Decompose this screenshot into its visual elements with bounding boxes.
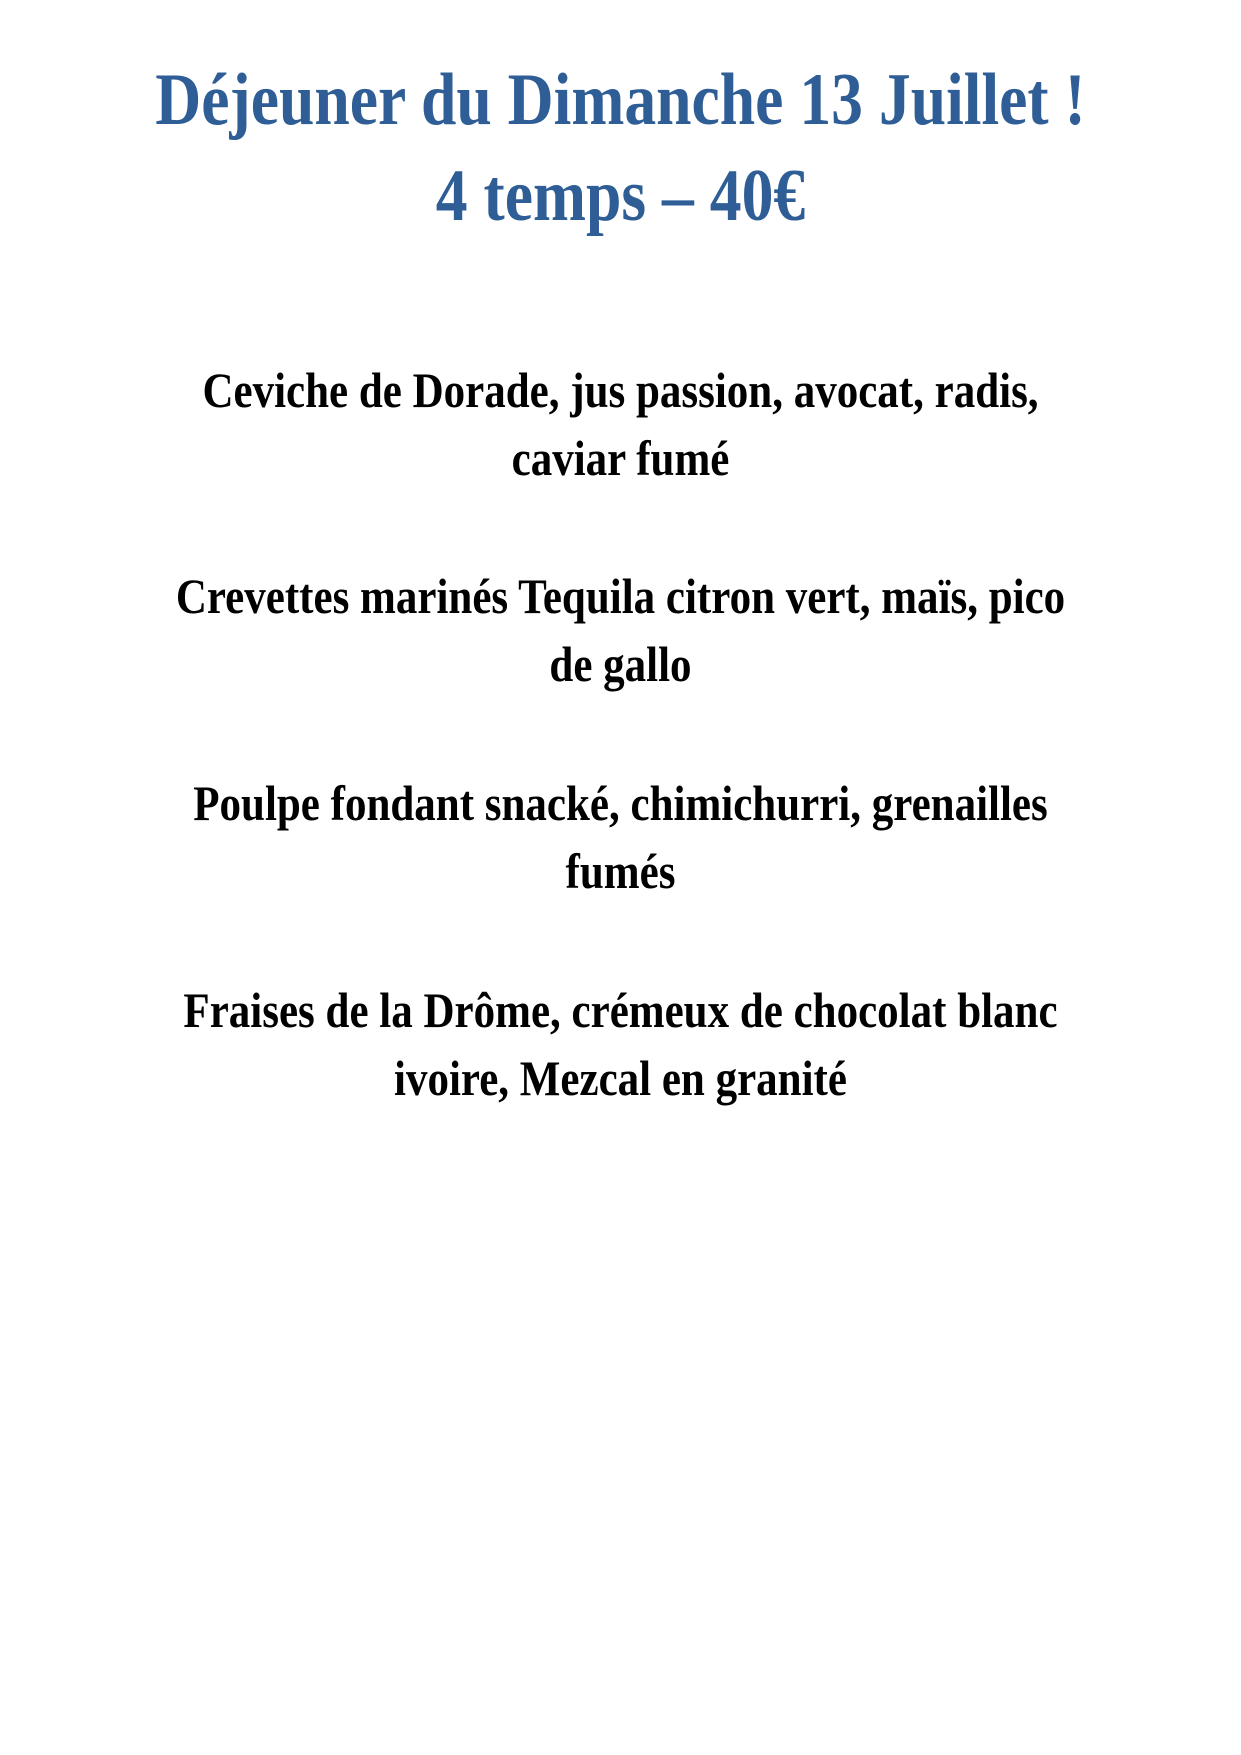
- price-subtitle: 4 temps – 40€: [435, 155, 806, 237]
- menu-item-1-line-1: Ceviche de Dorade, jus passion, avocat, radis,: [202, 362, 1039, 418]
- menu-item-1-line-2: caviar fumé: [511, 430, 730, 486]
- menu-item-2-line-2: de gallo: [549, 636, 692, 692]
- page-title: Déjeuner du Dimanche 13 Juillet !: [155, 59, 1086, 141]
- menu-item-2: [87, 562, 1154, 698]
- menu-item-3-line-1: Poulpe fondant snacké, chimichurri, grenailles: [193, 775, 1048, 831]
- menu-item-1: [87, 356, 1154, 492]
- menu-item-4-line-1: Fraises de la Drôme, crémeux de chocolat blanc: [183, 982, 1058, 1038]
- menu-item-4-line-2: ivoire, Mezcal en granité: [394, 1050, 847, 1106]
- menu-item-3-line-2: fumés: [565, 843, 676, 899]
- menu-item-3: [87, 769, 1154, 905]
- menu-item-2-line-1: Crevettes marinés Tequila citron vert, maïs, pico: [175, 568, 1066, 624]
- menu-header: [87, 52, 1154, 244]
- menu-item-4: [87, 976, 1154, 1112]
